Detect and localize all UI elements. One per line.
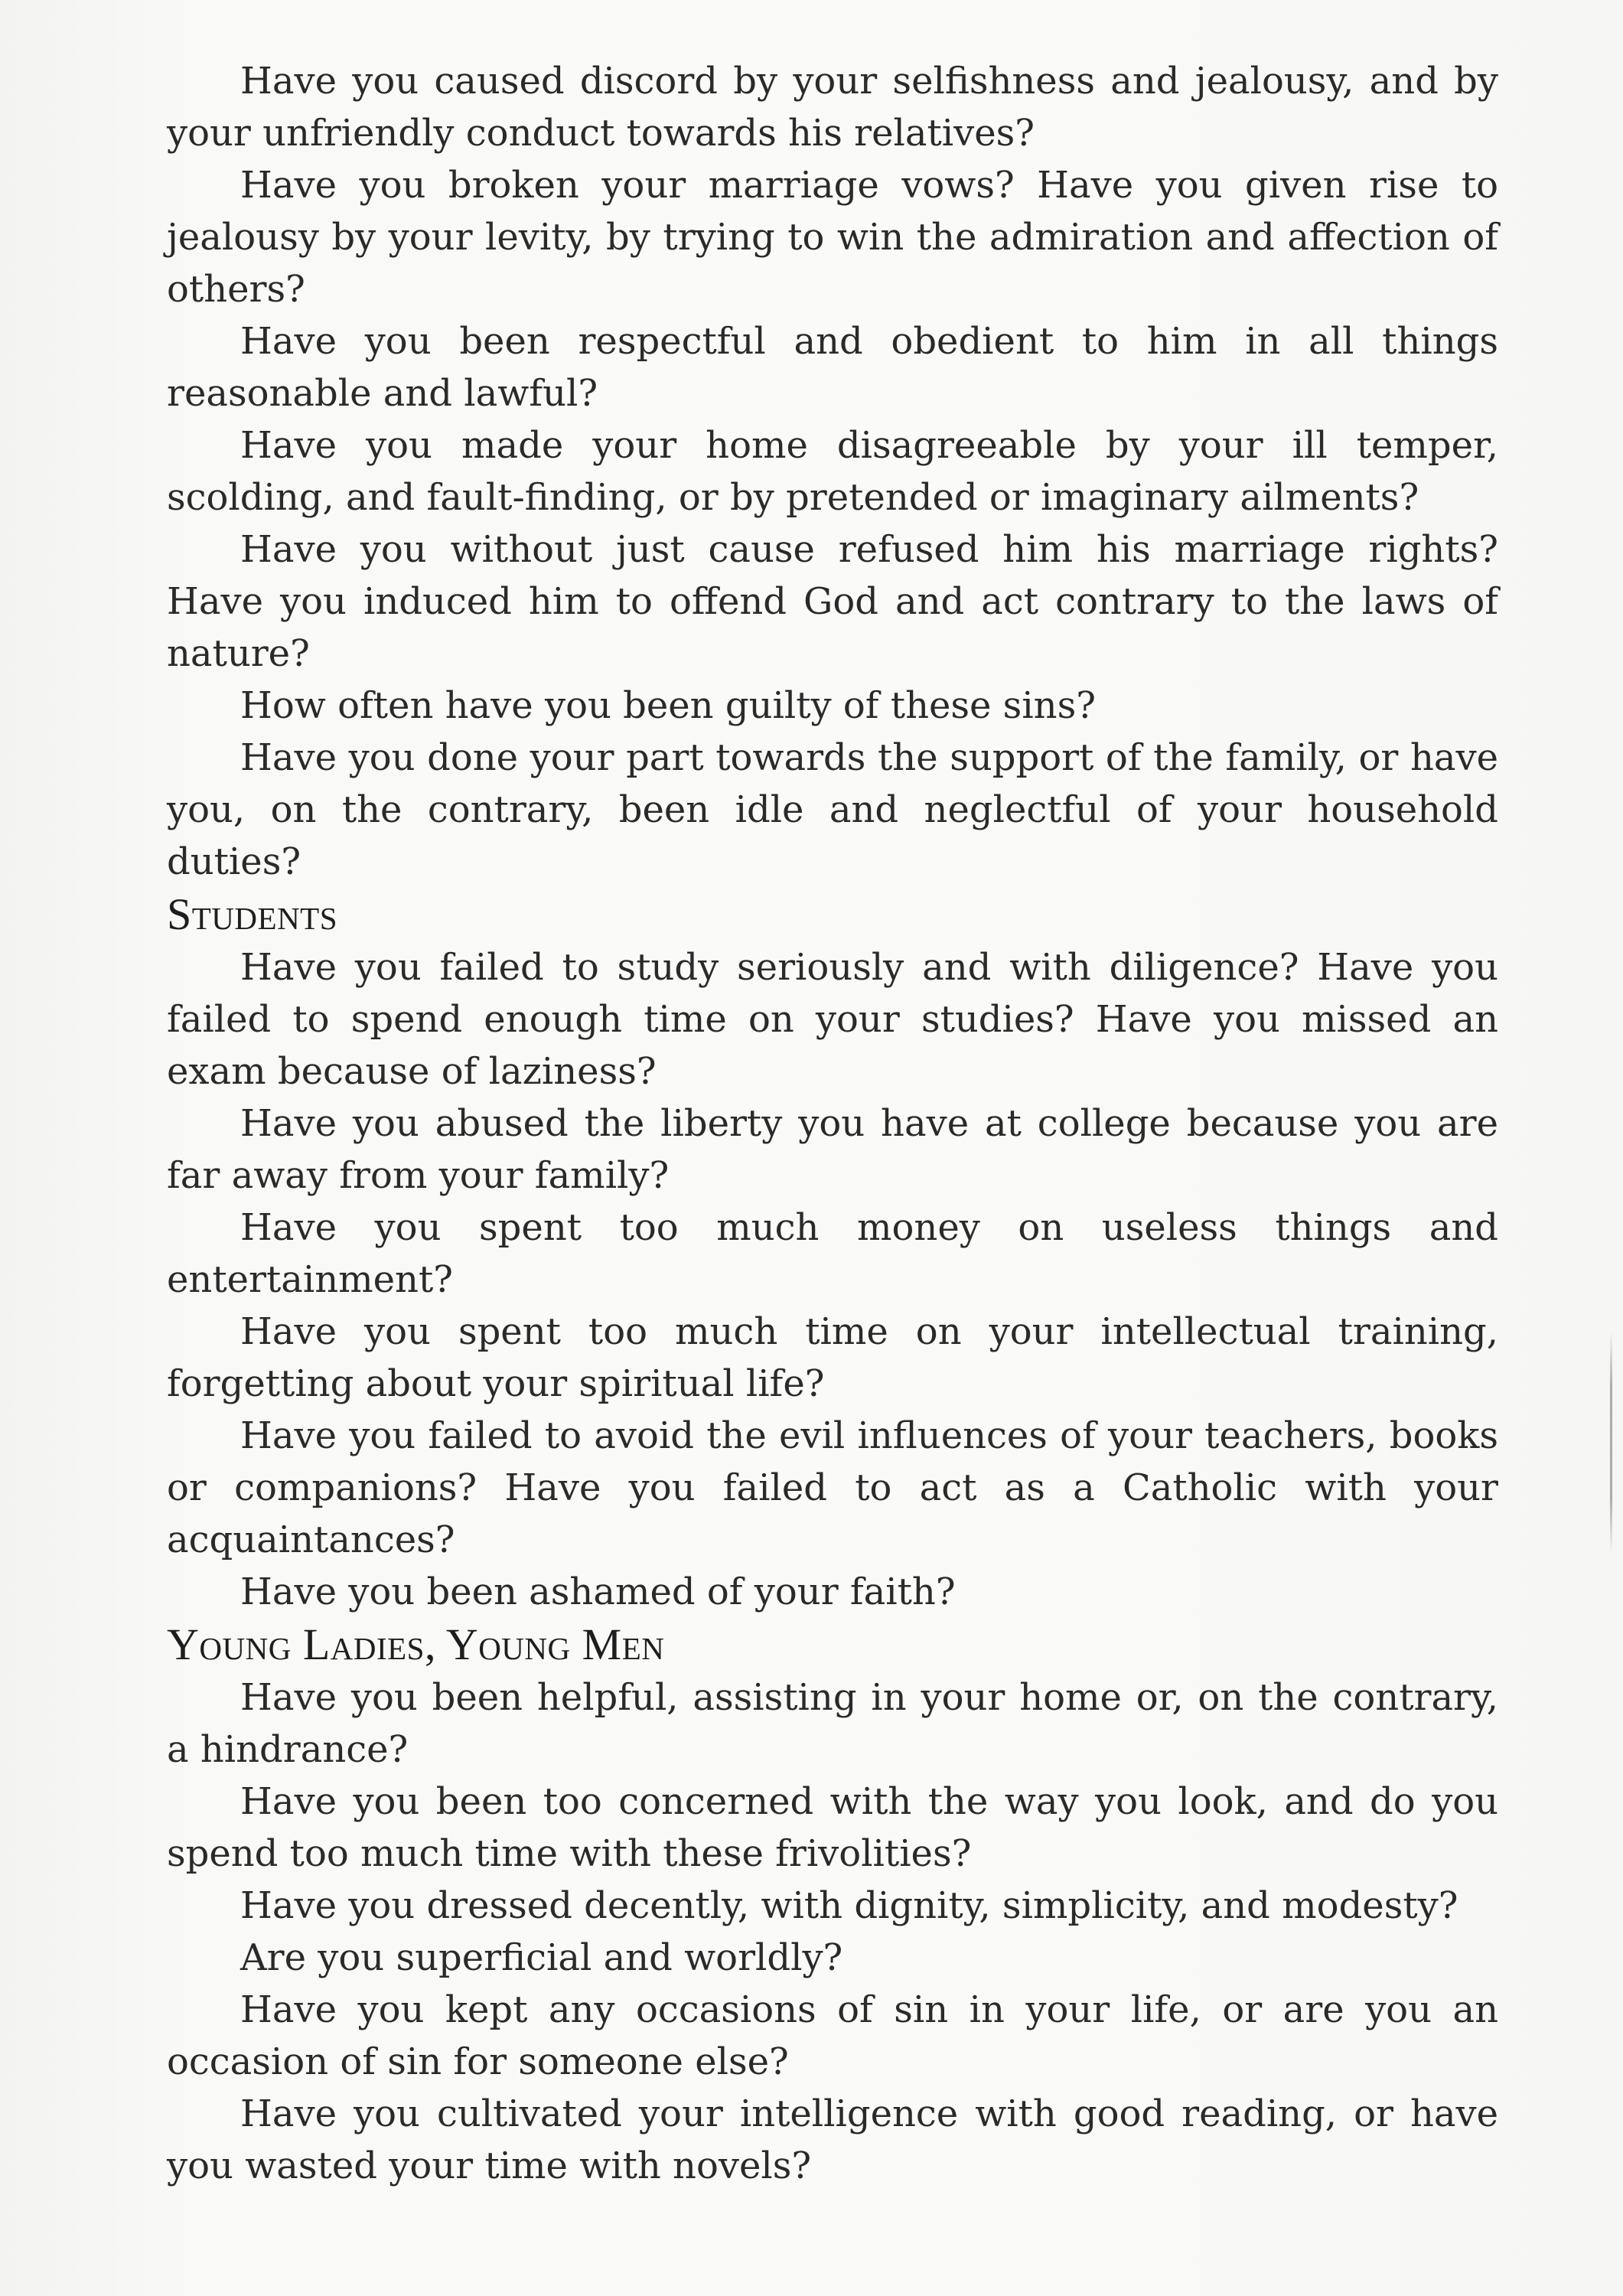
text-column <box>167 55 1498 2192</box>
examination-question: Have you dressed decently, with dignity, simplicity, and modesty? <box>240 1884 1458 1927</box>
examination-question: Have you caused discord by your selfishness and jealousy, and by your unfriendly conduct towards his relatives? <box>167 60 1498 155</box>
page-edge-shadow <box>1610 1332 1612 1554</box>
examination-question: How often have you been guilty of these sins? <box>240 684 1096 727</box>
students-section <box>167 941 1498 1618</box>
examination-question: Are you superficial and worldly? <box>240 1936 843 1979</box>
examination-question: Have you failed to study seriously and with diligence? Have you failed to spend enough time on your studies? Have you missed an exam because of laziness? <box>167 946 1498 1093</box>
examination-question: Have you been respectful and obedient to him in all things reasonable and lawful? <box>167 320 1498 415</box>
examination-question: Have you without just cause refused him his marriage rights? Have you induced him to offend God and act contrary to the laws of nature? <box>167 528 1498 675</box>
examination-question: Have you abused the liberty you have at college because you are far away from your family? <box>167 1102 1498 1197</box>
section-heading-young-ladies-young-men: Young Ladies, Young Men <box>167 1619 665 1669</box>
examination-question: Have you spent too much money on useless things and entertainment? <box>167 1206 1498 1301</box>
examination-question: Have you been too concerned with the way you look, and do you spend too much time with these frivolities? <box>167 1780 1498 1875</box>
examination-question: Have you broken your marriage vows? Have you given rise to jealousy by your levity, by trying to win the admiration and affection of others? <box>167 164 1498 311</box>
examination-question: Have you been ashamed of your faith? <box>240 1570 956 1613</box>
examination-question: Have you failed to avoid the evil influences of your teachers, books or companions? Have you failed to act as a Catholic with your acquaintances? <box>167 1414 1498 1561</box>
examination-question: Have you been helpful, assisting in your home or, on the contrary, a hindrance? <box>167 1676 1498 1771</box>
examination-question: Have you done your part towards the support of the family, or have you, on the contrary, been idle and neglectful of your household duties? <box>167 736 1498 883</box>
examination-question: Have you spent too much time on your intellectual training, forgetting about your spiritual life? <box>167 1310 1498 1405</box>
section-heading-students: Students <box>167 889 338 939</box>
examination-question: Have you kept any occasions of sin in your life, or are you an occasion of sin for someone else? <box>167 1988 1498 2083</box>
examination-question: Have you cultivated your intelligence with good reading, or have you wasted your time with novels? <box>167 2092 1498 2187</box>
young-ladies-young-men-section <box>167 1671 1498 2192</box>
examination-question: Have you made your home disagreeable by your ill temper, scolding, and fault-finding, or by pretended or imaginary ailments? <box>167 424 1498 519</box>
married-women-section <box>167 55 1498 888</box>
